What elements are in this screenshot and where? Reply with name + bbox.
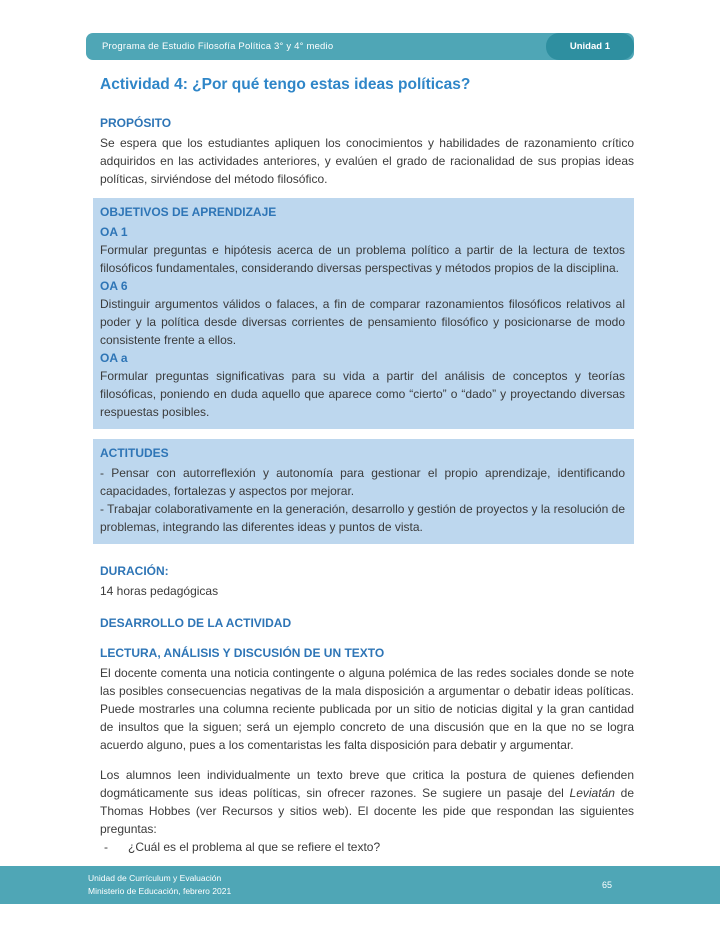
unit-badge: Unidad 1 xyxy=(546,33,634,60)
actitud-item: - Pensar con autorreflexión y autonomía para gestionar el propio aprendizaje, identificando capacidades, fortalezas y aspectos por mejorar. xyxy=(100,466,625,498)
oa-item xyxy=(100,349,625,421)
oa-item xyxy=(100,277,625,349)
page-number: 65 xyxy=(601,880,612,890)
question-bullet xyxy=(104,838,634,856)
book-title-italic: Leviatán xyxy=(569,786,615,800)
page-footer xyxy=(0,866,720,904)
proposito-heading: PROPÓSITO xyxy=(100,116,172,130)
oa-label: OA 1 xyxy=(100,225,128,239)
page-header-banner xyxy=(86,33,634,60)
lectura-paragraph-1: El docente comenta una noticia contingente o alguna polémica de las redes sociales donde se note las posibles consecuencias negativas de la mala disposición a argumentar o debatir ideas políticas. Puede mostrarles una columna reciente publicada por un sitio de noticias digital y la gran cantidad de insultos que la siguen; será un ejemplo concreto de una discusión que en la que no se logra acuerdo alguno, pues a los comentaristas les falta disposición para debatir y argumentar. xyxy=(100,666,634,752)
oa-item xyxy=(100,223,625,277)
actitudes-box xyxy=(93,439,634,544)
footer-credits xyxy=(88,872,231,898)
program-title: Programa de Estudio Filosofía Política 3° y 4° medio xyxy=(102,41,334,52)
oa-text: Formular preguntas e hipótesis acerca de un problema político a partir de la lectura de textos filosóficos fundamentales, considerando diversas perspectivas y métodos propios de la disciplina. xyxy=(100,243,625,275)
paragraph-segment: de Thomas Hobbes (ver Recursos y sitios web). El docente les pide que respondan las siguientes preguntas: xyxy=(100,786,634,836)
oa-text: Formular preguntas significativas para su vida a partir del análisis de conceptos y teorías filosóficas, poniendo en duda aquello que aparece como “cierto” o “dado” y proyectando diversas respuestas posibles. xyxy=(100,369,625,419)
desarrollo-heading: DESARROLLO DE LA ACTIVIDAD xyxy=(100,616,292,630)
objetivos-heading: OBJETIVOS DE APRENDIZAJE xyxy=(100,205,277,219)
oa-text: Distinguir argumentos válidos o falaces, a fin de comparar razonamientos filosóficos relativos al poder y la política desde diversas corrientes de pensamiento filosófico y posicionarse de modo consistente frente a ellos. xyxy=(100,297,625,347)
activity-title: Actividad 4: ¿Por qué tengo estas ideas políticas? xyxy=(100,76,471,93)
lectura-paragraph-2 xyxy=(100,766,634,838)
bullet-dash: - xyxy=(104,840,108,854)
footer-org: Unidad de Currículum y Evaluación xyxy=(88,872,222,883)
duracion-text: 14 horas pedagógicas xyxy=(100,584,219,598)
bullet-text: ¿Cuál es el problema al que se refiere el texto? xyxy=(128,840,381,854)
document-content xyxy=(100,76,634,856)
footer-ministry: Ministerio de Educación, febrero 2021 xyxy=(88,886,232,896)
proposito-text: Se espera que los estudiantes apliquen los conocimientos y habilidades de razonamiento crítico adquiridos en las actividades anteriores, y evalúen el grado de racionalidad de sus propias ideas políticas, sirviéndose del método filosófico. xyxy=(100,136,634,186)
lectura-heading: LECTURA, ANÁLISIS Y DISCUSIÓN DE UN TEXTO xyxy=(100,646,385,660)
actitudes-heading: ACTITUDES xyxy=(100,446,169,460)
objetivos-box xyxy=(93,198,634,429)
duracion-heading: DURACIÓN: xyxy=(100,564,169,578)
actitud-item: - Trabajar colaborativamente en la generación, desarrollo y gestión de proyectos y la resolución de problemas, integrando las diferentes ideas y puntos de vista. xyxy=(100,502,625,534)
oa-label: OA a xyxy=(100,351,128,365)
oa-label: OA 6 xyxy=(100,279,128,293)
paragraph-segment: Los alumnos leen individualmente un texto breve que critica la postura de quienes defienden dogmáticamente sus ideas políticas, sin ofrecer razones. Se sugiere un pasaje del xyxy=(100,768,634,800)
